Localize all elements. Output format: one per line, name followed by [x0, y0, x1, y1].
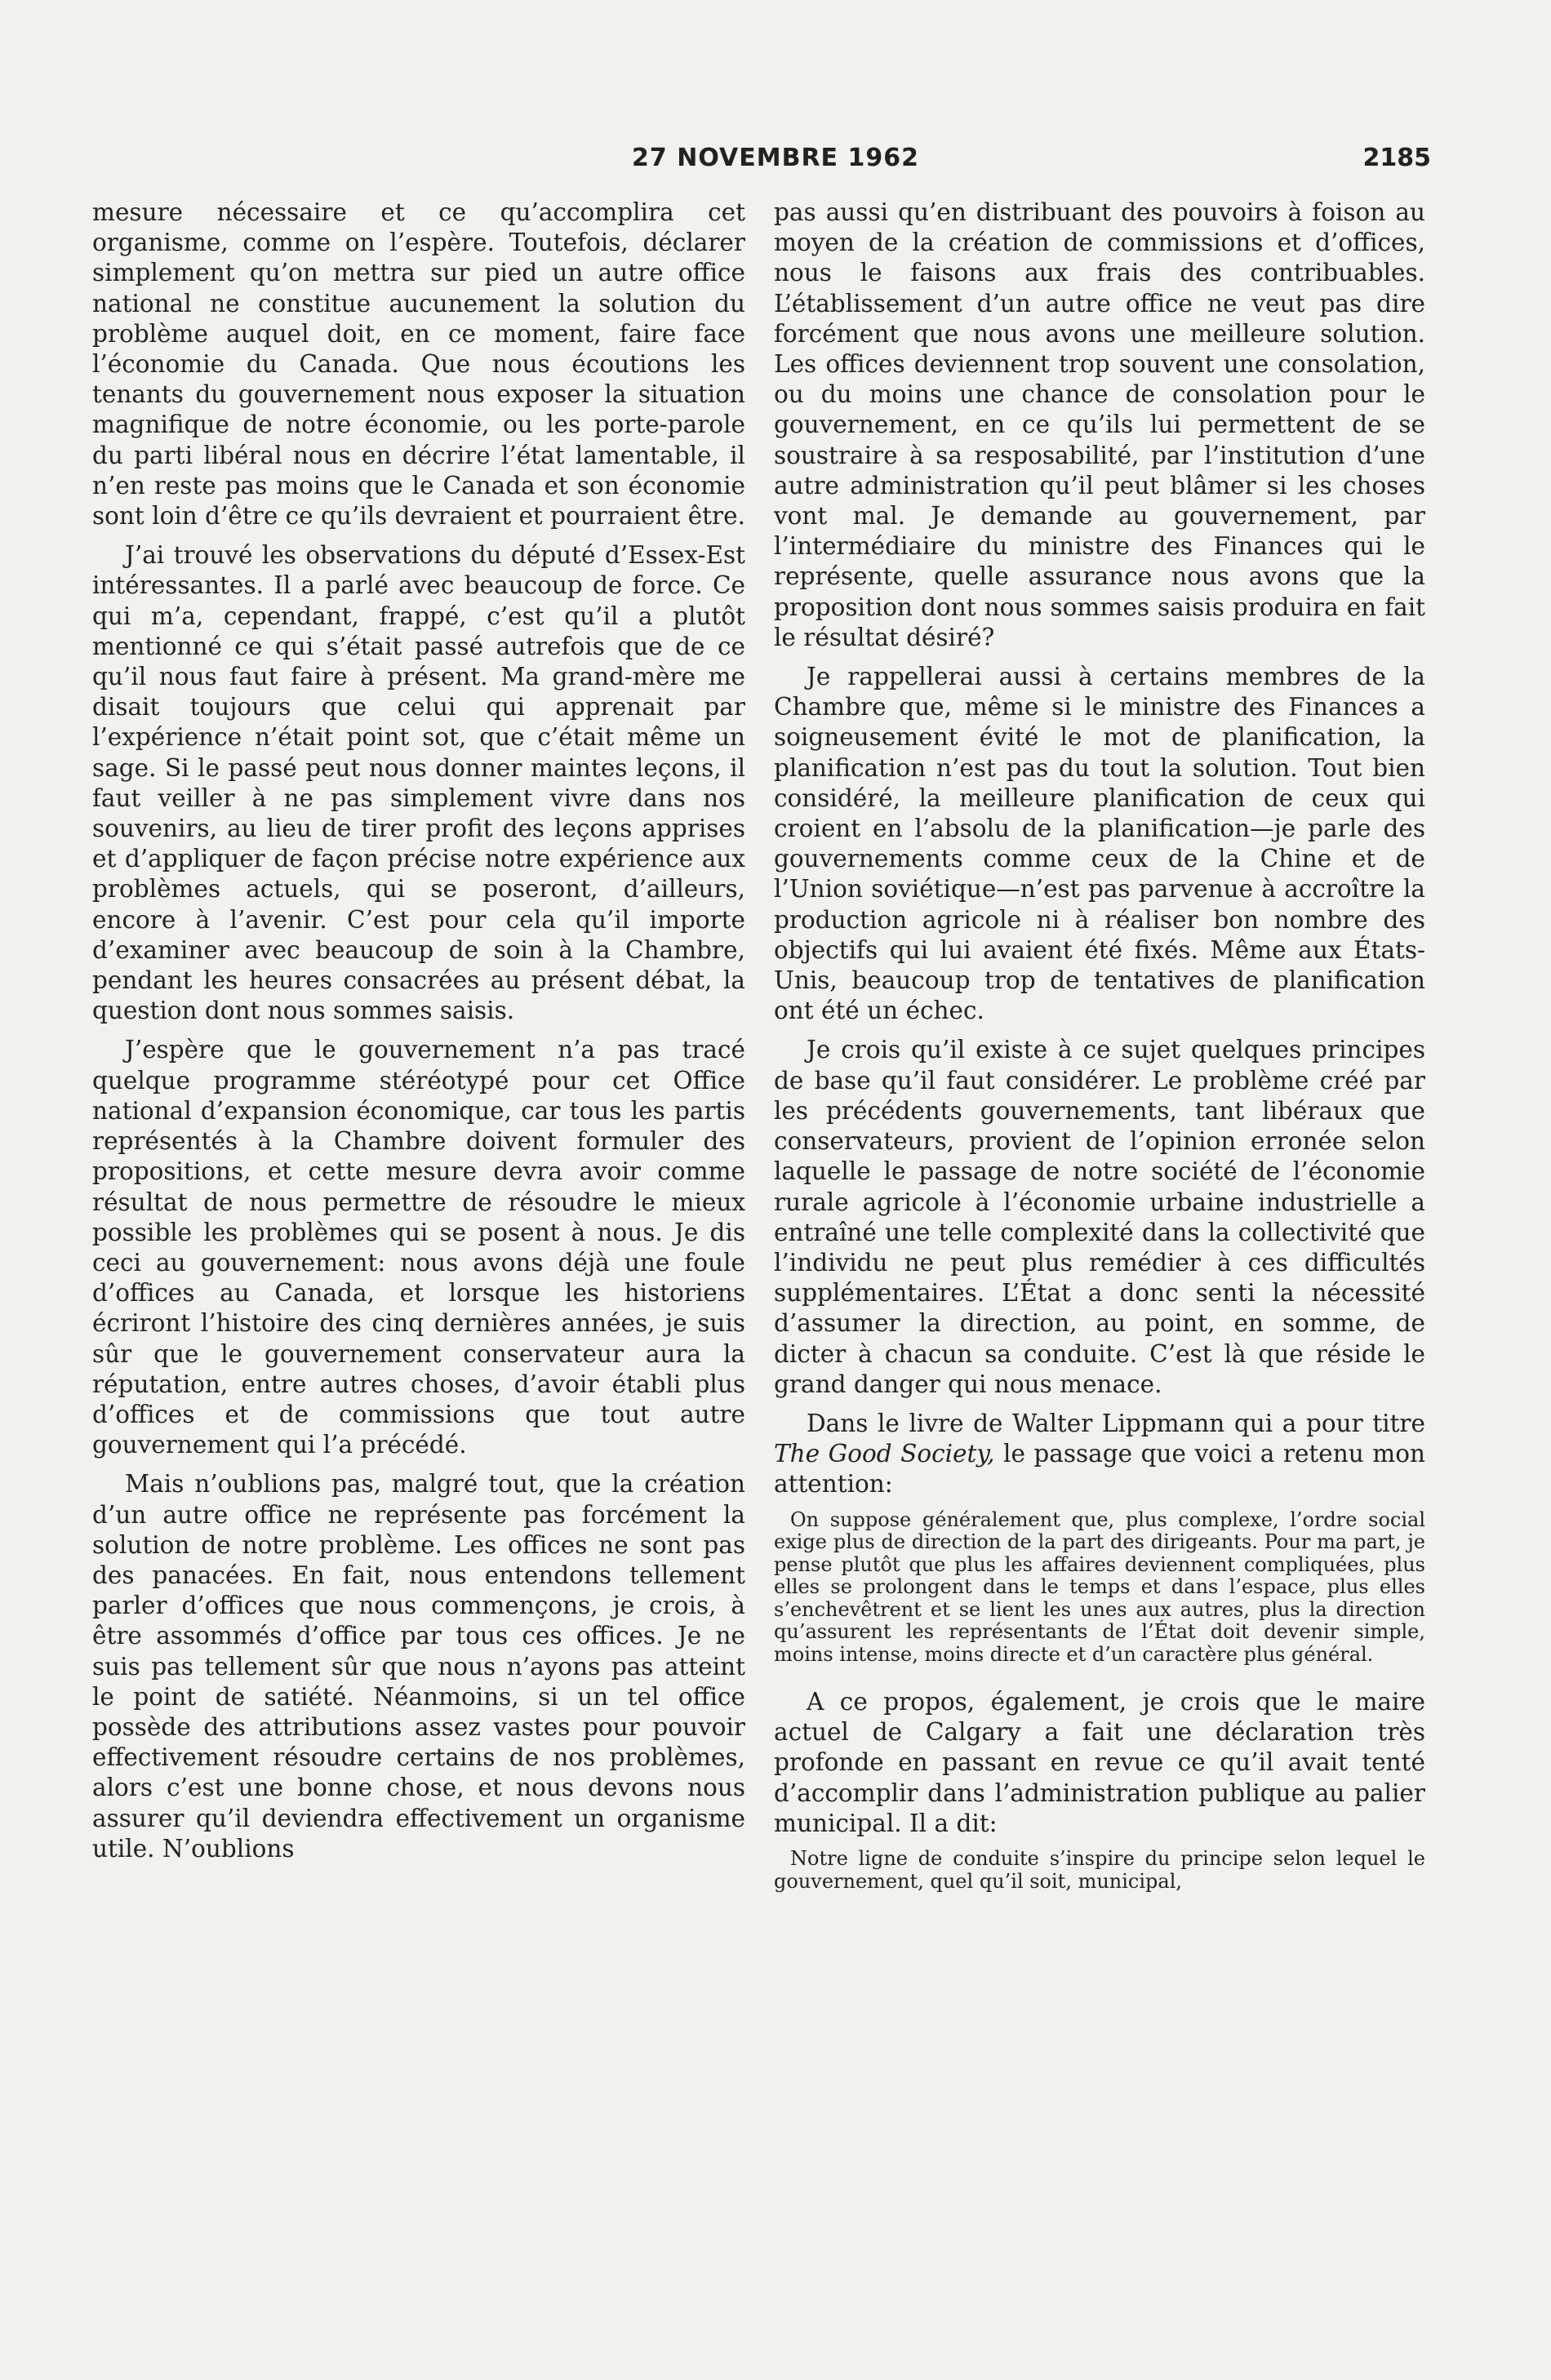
book-title: The Good Society, [774, 1440, 995, 1468]
paragraph: pas aussi qu’en distribuant des pouvoirs à foison au moyen de la création de commissions et d’offices, nous le faisons aux frais des contribuables. L’établissement d’un autre office ne veut pas dire forcément que nous avons une meilleure solution. Les offices deviennent trop souvent une consolation, ou du moins une chance de consolation pour le gouvernement, en ce qu’ils lui permettent de se soustraire à sa resposabilité, par l’institution d’une autre administration qu’il peut blâmer si les choses vont mal. Je demande au gouvernement, par l’intermédiaire du ministre des Finances qui le représente, quelle assurance nous avons que la proposition dont nous sommes saisis produira en fait le résultat désiré? [774, 198, 1425, 651]
block-quote: Notre ligne de conduite s’inspire du principe selon lequel le gouvernement, quel qu’il soit, municipal, [774, 1847, 1425, 1893]
paragraph: A ce propos, également, je crois que le maire actuel de Calgary a fait une déclaration très profonde en passant en revue ce qu’il avait tenté d’accomplir dans l’administration publique au palier municipal. Il a dit: [774, 1688, 1425, 1837]
paragraph-lippmann [774, 1409, 1425, 1500]
header-date: 27 NOVEMBRE 1962 [632, 144, 919, 172]
paragraph-text: Dans le livre de Walter Lippmann qui a pour titre [807, 1409, 1425, 1437]
page-header [0, 144, 1551, 189]
paragraph-text: le passage que voici a retenu mon attention: [774, 1440, 1425, 1499]
block-quote: On suppose généralement que, plus complexe, l’ordre social exige plus de direction de la part des dirigeants. Pour ma part, je pense plutôt que plus les affaires deviennent compliquées, plus elles se prolongent dans le temps et dans l’espace, plus elles s’enchevêtrent et se lient les unes aux autres, plus la direction qu’assurent les représentants de l’État doit devenir simple, moins intense, moins directe et d’un caractère plus général. [774, 1507, 1425, 1666]
paragraph: mesure nécessaire et ce qu’accomplira cet organisme, comme on l’espère. Toutefois, déclarer simplement qu’on mettra sur pied un autre office national ne constitue aucunement la solution du problème auquel doit, en ce moment, faire face l’économie du Canada. Que nous écoutions les tenants du gouvernement nous exposer la situation magnifique de notre économie, ou les porte-parole du parti libéral nous en décrire l’état lamentable, il n’en reste pas moins que le Canada et son économie sont loin d’être ce qu’ils devraient et pourraient être. [92, 198, 745, 531]
paragraph: J’espère que le gouvernement n’a pas tracé quelque programme stéréotypé pour cet Office national d’expansion économique, car tous les partis représentés à la Chambre doivent formuler des propositions, et cette mesure devra avoir comme résultat de nous permettre de résoudre le mieux possible les problèmes qui se posent à nous. Je dis ceci au gouvernement: nous avons déjà une foule d’offices au Canada, et lorsque les historiens écriront l’histoire des cinq dernières années, je suis sûr que le gouvernement conservateur aura la réputation, entre autres choses, d’avoir établi plus d’offices et de commissions que tout autre gouvernement qui l’a précédé. [92, 1036, 745, 1459]
paragraph: Je rappellerai aussi à certains membres de la Chambre que, même si le ministre des Finances a soigneusement évité le mot de planification, la planification n’est pas du tout la solution. Tout bien considéré, la meilleure planification de ceux qui croient en l’absolu de la planification—je parle des gouvernements comme ceux de la Chine et de l’Union soviétique—n’est pas parvenue à accroître la production agricole ni à réaliser bon nombre des objectifs qui lui avaient été fixés. Même aux États-Unis, beaucoup trop de tentatives de planification ont été un échec. [774, 663, 1425, 1025]
paragraph: J’ai trouvé les observations du député d’Essex-Est intéressantes. Il a parlé avec beaucoup de force. Ce qui m’a, cependant, frappé, c’est qu’il a plutôt mentionné ce qui s’était passé autrefois que de ce qu’il nous faut faire à présent. Ma grand-mère me disait toujours que celui qui apprenait par l’expérience n’était point sot, que c’était même un sage. Si le passé peut nous donner maintes leçons, il faut veiller à ne pas simplement vivre dans nos souvenirs, au lieu de tirer profit des leçons apprises et d’appliquer de façon précise notre expérience aux problèmes actuels, qui se poseront, d’ailleurs, encore à l’avenir. C’est pour cela qu’il importe d’examiner avec beaucoup de soin à la Chambre, pendant les heures consacrées au présent débat, la question dont nous sommes saisis. [92, 541, 745, 1025]
paragraph: Mais n’oublions pas, malgré tout, que la création d’un autre office ne représente pas forcément la solution de notre problème. Les offices ne sont pas des panacées. En fait, nous entendons tellement parler d’offices que nous commençons, je crois, à être assommés d’office par tous ces offices. Je ne suis pas tellement sûr que nous n’ayons pas atteint le point de satiété. Néanmoins, si un tel office possède des attributions assez vastes pour pouvoir effectivement résoudre certains de nos problèmes, alors c’est une bonne chose, et nous devons nous assurer qu’il deviendra effectivement un organisme utile. N’oublions [92, 1470, 745, 1863]
paragraph: Je crois qu’il existe à ce sujet quelques principes de base qu’il faut considérer. Le problème créé par les précédents gouvernements, tant libéraux que conservateurs, provient de l’opinion erronée selon laquelle le passage de notre société de l’économie rurale agricole à l’économie urbaine industrielle a entraîné une telle complexité dans la collectivité que l’individu ne peut plus remédier à ces difficultés supplémentaires. L’État a donc senti la nécessité d’assumer la direction, au point, en somme, de dicter à chacun sa conduite. C’est là que réside le grand danger qui nous menace. [774, 1036, 1425, 1398]
left-column [92, 198, 745, 1873]
page-number: 2185 [1362, 144, 1431, 172]
right-column [774, 198, 1425, 1893]
